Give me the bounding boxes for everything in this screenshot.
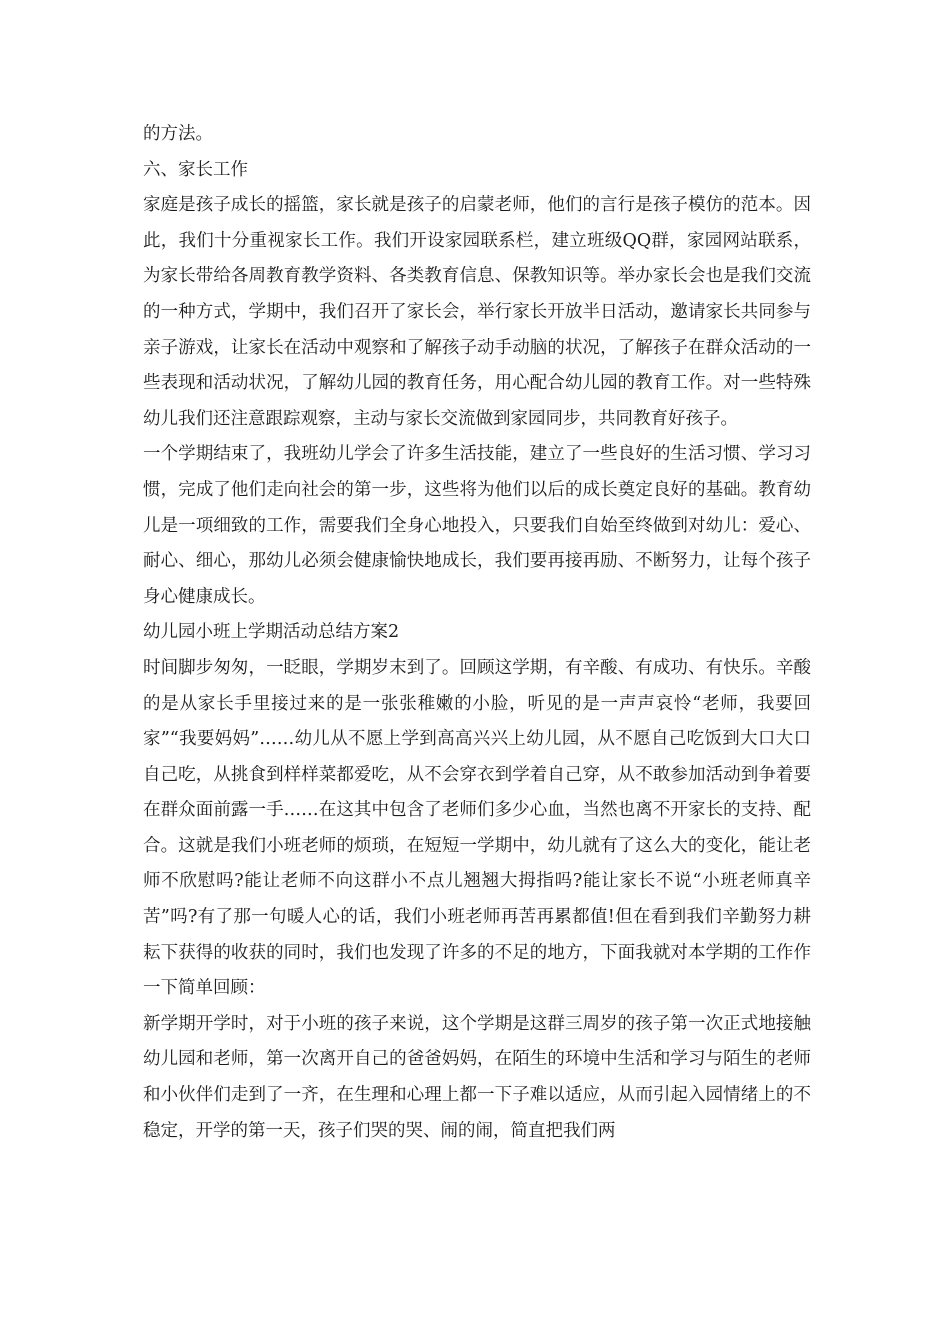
document-body (143, 117, 811, 1149)
paragraph-new-semester: 新学期开学时，对于小班的孩子来说，这个学期是这群三周岁的孩子第一次正式地接触幼儿园和老师，第一次离开自己的爸爸妈妈，在陌生的环境中生活和学习与陌生的老师和小伙伴们走到了一齐，在生理和心理上都一下子难以适应，从而引起入园情绪上的不稳定，开学的第一天，孩子们哭的哭、闹的闹，简直把我们两 (143, 1013, 811, 1141)
section-heading-summary-2: 幼儿园小班上学期活动总结方案2 (143, 622, 400, 643)
section-heading-parent-work: 六、家长工作 (143, 159, 248, 180)
paragraph-parent-work: 家庭是孩子成长的摇篮，家长就是孩子的启蒙老师，他们的言行是孩子模仿的范本。因此，我们十分重视家长工作。我们开设家园联系栏，建立班级QQ群，家园网站联系，为家长带给各周教育教学资料、各类教育信息、保教知识等。举办家长会也是我们交流的一种方式，学期中，我们召开了家长会，举行家长开放半日活动，邀请家长共同参与亲子游戏，让家长在活动中观察和了解孩子动手动脑的状况，了解孩子在群众活动的一些表现和活动状况，了解幼儿园的教育任务，用心配合幼儿园的教育工作。对一些特殊幼儿我们还注意跟踪观察，主动与家长交流做到家园同步，共同教育好孩子。 (143, 195, 811, 429)
paragraph-method-ending: 的方法。 (143, 124, 213, 144)
paragraph-semester-end: 一个学期结束了，我班幼儿学会了许多生活技能，建立了一些良好的生活习惯、学习习惯，完成了他们走向社会的第一步，这些将为他们以后的成长奠定良好的基础。教育幼儿是一项细致的工作，需要我们全身心地投入，只要我们自始至终做到对幼儿：爱心、耐心、细心，那幼儿必须会健康愉快地成长，我们要再接再励、不断努力，让每个孩子身心健康成长。 (143, 444, 811, 607)
paragraph-semester-review: 时间脚步匆匆，一眨眼，学期岁末到了。回顾这学期，有辛酸、有成功、有快乐。辛酸的是从家长手里接过来的是一张张稚嫩的小脸，听见的是一声声哀怜“老师，我要回家”“我要妈妈”……幼儿从不愿上学到高高兴兴上幼儿园，从不愿自己吃饭到大口大口自己吃，从挑食到样样菜都爱吃，从不会穿衣到学着自己穿，从不敢参加活动到争着要在群众面前露一手……在这其中包含了老师们多少心血，当然也离不开家长的支持、配合。这就是我们小班老师的烦琐，在短短一学期中，幼儿就有了这么大的变化，能让老师不欣慰吗?能让老师不向这群小不点儿翘翘大拇指吗?能让家长不说“小班老师真辛苦”吗?有了那一句暖人心的话，我们小班老师再苦再累都值!但在看到我们辛勤努力耕耘下获得的收获的同时，我们也发现了许多的不足的地方，下面我就对本学期的工作作一下简单回顾： (143, 657, 811, 999)
